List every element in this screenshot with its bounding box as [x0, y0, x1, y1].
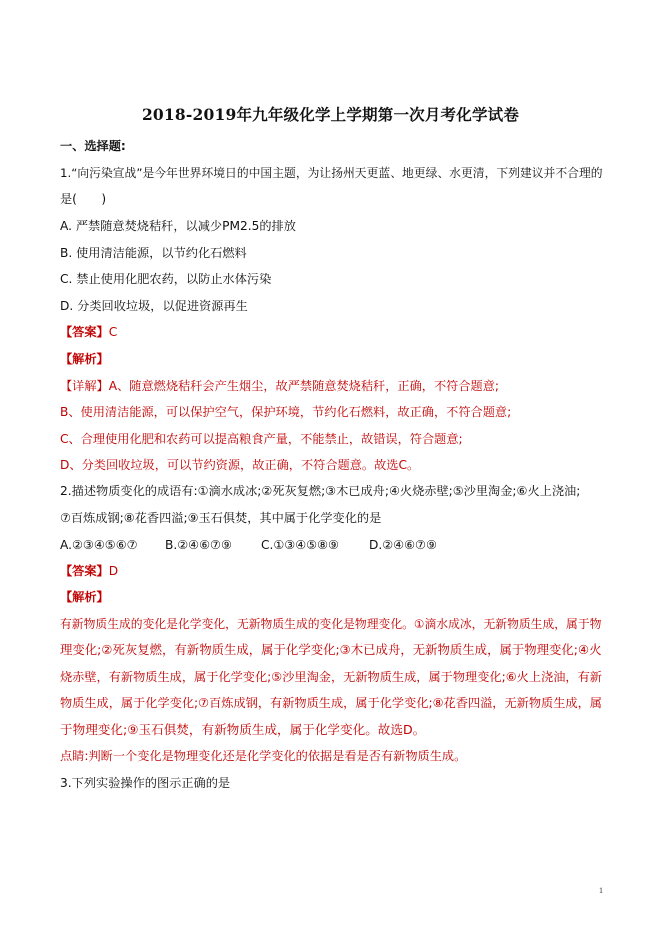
q2-option-a: A.②③④⑤⑥⑦ [60, 538, 138, 552]
answer-label: 【答案】 [60, 564, 109, 578]
q2-tip: 点睛:判断一个变化是物理变化还是化学变化的依据是看是否有新物质生成。 [60, 749, 467, 763]
q1-explanation-line: C、合理使用化肥和农药可以提高粮食产量，不能禁止，故错误，符合题意; [60, 432, 463, 446]
page-title: 2018-2019年九年级化学上学期第一次月考化学试卷 [141, 105, 520, 124]
q2-answer [60, 563, 118, 579]
q1-explanation-line: 【详解】A、随意燃烧秸秆会产生烟尘，故严禁随意焚烧秸秆，正确，不符合题意; [60, 379, 500, 393]
q1-option-b: B. 使用清洁能源，以节约化石燃料 [60, 246, 247, 260]
q2-analysis-label: 【解析】 [60, 590, 109, 604]
q1-stem-line1: 1.“向污染宣战”是今年世界环境日的中国主题，为让扬州天更蓝、地更绿、水更清，下列建议并不合理的 [60, 166, 603, 180]
q2-option-d: D.②④⑥⑦⑨ [369, 538, 437, 552]
q1-analysis-label: 【解析】 [60, 352, 109, 366]
answer-value: D [108, 564, 119, 578]
q2-explanation-line: 物质生成，属于化学变化;⑦百炼成钢，有新物质生成，属于化学变化;⑧花香四溢，无新物质生成，属 [60, 696, 602, 710]
q2-stem-line2: ⑦百炼成钢;⑧花香四溢;⑨玉石俱焚，其中属于化学变化的是 [60, 511, 382, 525]
q2-explanation-line: 于物理变化;⑨玉石俱焚，有新物质生成，属于化学变化。故选D。 [60, 722, 426, 737]
q1-option-d: D. 分类回收垃圾，以促进资源再生 [60, 299, 248, 313]
q1-option-a: A. 严禁随意焚烧秸秆，以减少PM2.5的排放 [60, 219, 296, 233]
q1-stem-line2: 是( ) [60, 192, 107, 206]
page-number: 1 [599, 886, 603, 895]
q2-option-c: C.①③④⑤⑧⑨ [261, 538, 339, 552]
q1-option-c: C. 禁止使用化肥农药，以防止水体污染 [60, 272, 272, 286]
section-heading: 一、选择题: [60, 139, 126, 153]
answer-value: C [108, 325, 118, 339]
q2-explanation-line: 理变化;②死灰复燃，有新物质生成，属于化学变化;③木已成舟，无新物质生成，属于物理变化;④火 [60, 642, 602, 657]
q2-stem-line1: 2.描述物质变化的成语有:①滴水成冰;②死灰复燃;③木已成舟;④火烧赤壁;⑤沙里淘金;⑥火上浇油; [60, 484, 581, 498]
answer-label: 【答案】 [60, 325, 109, 339]
q2-explanation-line: 有新物质生成的变化是化学变化，无新物质生成的变化是物理变化。①滴水成冰，无新物质生成，属于物 [60, 617, 602, 631]
q2-explanation-line: 烧赤壁，有新物质生成，属于化学变化;⑤沙里淘金，无新物质生成，属于物理变化;⑥火上浇油，有新 [60, 670, 602, 684]
q1-answer [60, 324, 117, 340]
q2-option-b: B.②④⑥⑦⑨ [165, 538, 232, 552]
q1-explanation-line: B、使用清洁能源，可以保护空气，保护环境，节约化石燃料，故正确，不符合题意; [60, 405, 512, 419]
q3-stem: 3.下列实验操作的图示正确的是 [60, 776, 231, 790]
q1-explanation-line: D、分类回收垃圾，可以节约资源，故正确，不符合题意。故选C。 [60, 458, 420, 472]
